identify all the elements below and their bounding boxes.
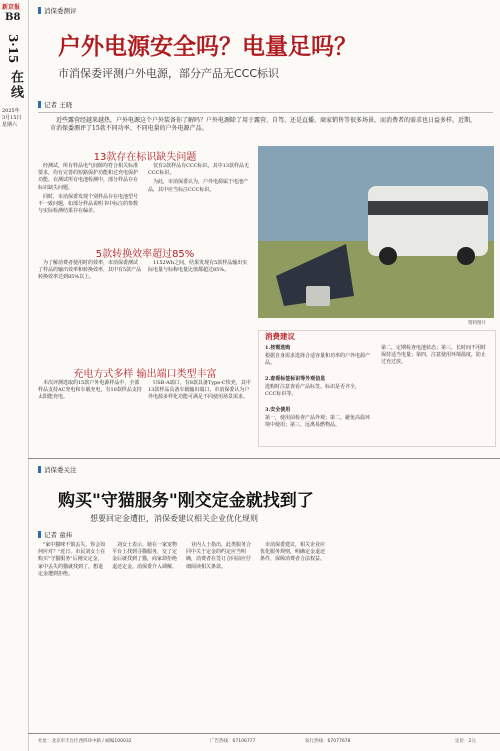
page-number: B8 <box>5 12 21 23</box>
left-rail <box>0 0 29 751</box>
article-col-2b <box>148 260 252 276</box>
issue-weekday: 星期六 <box>2 122 18 128</box>
column-name: 在线 <box>8 70 23 100</box>
s2-col-4 <box>260 542 328 566</box>
subhead-1: 13款存在标识缺失问题 <box>93 152 197 163</box>
article-col-2c <box>148 380 252 404</box>
issue-date: 3月15日 <box>2 115 22 121</box>
tip-1-body: 根据自身需求选择合适容量和功率的户外电源产品。 <box>265 353 371 367</box>
subheadline: 市消保委评测户外电源，部分产品无CCC标识 <box>58 67 280 80</box>
headline: 户外电源安全吗？电量足吗？ <box>58 34 357 60</box>
paragraph: USB-A端口，有8款具备Type-C快充，其中13款样品具备车载输出端口，市消保委认为户外电源多样化功能可满足不同使用场景需求。 <box>148 380 251 401</box>
camping-scene-image <box>258 146 494 318</box>
paragraph: 为了解消费者使用时的效率，市消保委测试了样品的输出效率和转换效率，其中有5款产品转换效率达到85%以上。 <box>38 260 142 281</box>
date-vertical: 3·15 <box>6 34 20 64</box>
lead-paragraph: 近些露营经越来越热，户外电源这个户外装备你了解吗？户外电源除了用于露营、自驾、还是直播、商家销售等很多场景，而消费者的需求也日益多样。近期，市消保委测评了15款不同功率、不同电量的户外电源产品。 <box>50 117 477 132</box>
s2-col-2 <box>112 542 180 573</box>
issue-year: 2025年 <box>2 108 20 114</box>
footer-distribution-hotline: 发行热线：67077678 <box>305 739 351 744</box>
paragraph: 仅有2款样品有CCC标识，其中13款样品无CCC标识。 <box>148 163 250 177</box>
tip-extra-body: 第二，定期检查电池状态；第三，长时间不用时保持适当电量；第四，注意使用环境温度，防止过充过放。 <box>381 345 487 366</box>
paragraph: "家中猫咪不慎丢失，你会如何应对？"近日，市民刘女士在购买"守猫服务"后刚交定金，家中丢失的猫就找到了，想退定金遭到拒绝。 <box>38 542 106 577</box>
tip-3-body: 第一，使用前检查产品外观；第二，避免高温环境中使用；第三，远离易燃物品。 <box>265 415 371 429</box>
s2-col-3 <box>186 542 254 573</box>
byline: 记者 王晓 <box>38 100 72 109</box>
article-col-1c <box>38 380 142 404</box>
tip-2-title: 2.查看标签标识等外观信息 <box>265 376 326 382</box>
section2-byline: 记者 童祎 <box>38 530 72 539</box>
paragraph: 本次评测选取的15款户外电源样品中，全部样品支持AC充电和车载充电，有10款样品支持太阳能充电。 <box>38 380 142 401</box>
tips-title: 消费建议 <box>265 332 295 341</box>
article-col-1 <box>38 163 142 217</box>
paragraph: 1152Wh之间，结果发现有5款样品输出实际电量与标称电量比值都超过85%。 <box>148 260 248 274</box>
section2-headline: 购买"守猫服务"刚交定金就找到了 <box>58 491 314 511</box>
subhead-2: 5款转换效率超过85% <box>95 249 195 260</box>
paragraph: 市消保委建议，相关企业应优化服务规则，明确定金退还条件，保障消费者合法权益。 <box>260 542 326 563</box>
product-photo <box>258 146 494 318</box>
section2-tag: 消保委关注 <box>38 465 77 474</box>
section-tag: 消保委测评 <box>38 6 77 15</box>
photo-credit: 资料图片 <box>468 321 486 326</box>
tip-1-title: 1.按需选购 <box>265 345 291 351</box>
footer-price: 定价：2元 <box>455 739 476 744</box>
paragraph: 经测试，所有样品电气间隙均符合相关标准要求，均有完善的短路保护功能和过充电保护功能。在测试所有电池检测中，部分样品存在标识缺失问题。 <box>38 163 139 191</box>
subhead-3: 充电方式多样 输出端口类型丰富 <box>73 369 217 380</box>
divider <box>38 112 493 113</box>
tips-box <box>258 330 496 447</box>
footer-address: 社址：北京市丰台区西四环中路 / 邮编100032 <box>38 739 132 744</box>
s2-col-1 <box>38 542 106 580</box>
tip-2-body: 选购时注意查看产品标签、标识是否齐全，CCC标识等。 <box>265 384 361 398</box>
footer-ad-hotline: 广告热线：67106777 <box>210 739 256 744</box>
article-col-2 <box>148 163 252 196</box>
paragraph: 同时，市消保委发现个别样品存在电池型号不一致问题，如部分样品说明书中标注的参数与实际检测结果存在偏差。 <box>38 193 139 215</box>
footer-rule <box>28 733 500 734</box>
tip-3-title: 3.安全使用 <box>265 407 291 413</box>
masthead-logo: 新京报 <box>2 4 21 11</box>
section2-subheadline: 想要回定金遭拒，消保委建议相关企业优化规则 <box>90 514 258 523</box>
paragraph: 为此，市消保委认为，户外电源属于电池产品，其中应当标注CCC标识。 <box>148 179 249 193</box>
article-col-1b <box>38 260 142 284</box>
paragraph: 业内人士指出，此类服务合同中关于定金的约定应当明确，消费者在签订合同前应仔细阅读相关条款。 <box>186 542 252 570</box>
paragraph: 刘女士表示，她在一家宠物平台上找到寻猫服务，交了定金后就找到了猫，商家却拒绝退还定金，消保委介入调解。 <box>112 542 178 570</box>
section-divider <box>28 458 500 459</box>
